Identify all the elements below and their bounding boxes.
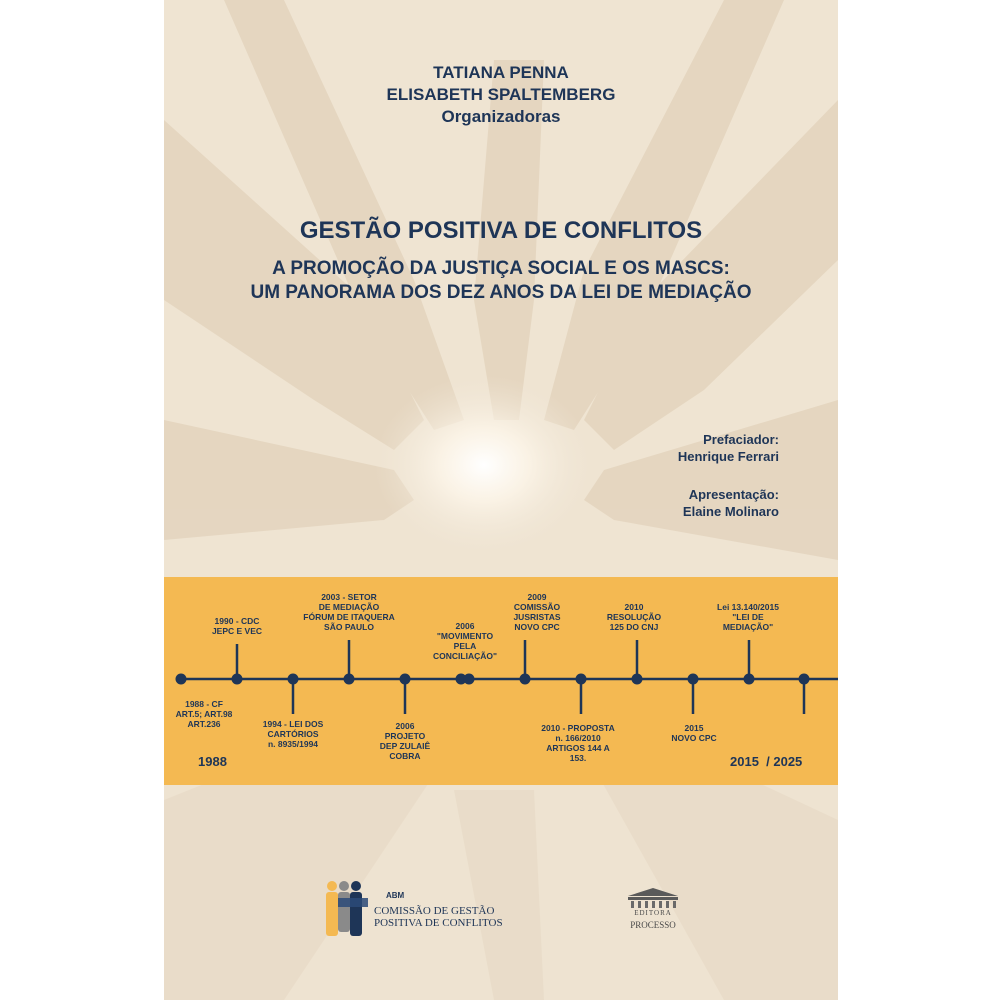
preface-label: Prefaciador: (703, 432, 779, 447)
event-text: DE MEDIAÇÃO (318, 602, 380, 612)
timeline-event (350, 721, 460, 761)
event-text: 2010 - PROPOSTA (541, 723, 615, 733)
event-text: CARTÓRIOS (267, 729, 319, 739)
event-text: ART.5; ART.98 (175, 709, 233, 719)
event-text: n. 166/2010 (555, 733, 601, 743)
event-text: FÓRUM DE ITAQUERA (303, 612, 395, 622)
event-text: SÃO PAULO (324, 622, 374, 632)
preface-name: Henrique Ferrari (677, 449, 779, 464)
event-text: MEDIAÇÃO" (722, 622, 774, 632)
timeline-event (523, 723, 633, 763)
timeline-dot (464, 674, 475, 685)
event-text: 2015 (684, 723, 704, 733)
timeline-dot (344, 674, 355, 685)
event-text: COBRA (389, 751, 421, 761)
timeline-event (579, 602, 689, 632)
event-text: 2006 (395, 721, 415, 731)
timeline-dot (288, 674, 299, 685)
book-cover (164, 0, 838, 1000)
timeline-band (164, 577, 838, 785)
timeline-event (693, 602, 803, 632)
timeline-event (639, 723, 749, 743)
event-text: "LEI DE (732, 612, 764, 622)
event-text: NOVO CPC (514, 622, 560, 632)
timeline-end-year: 2015 / 2025 (730, 754, 803, 769)
event-text: JUSRISTAS (513, 612, 561, 622)
event-text: 2006 (455, 621, 475, 631)
book-subtitle (164, 257, 838, 305)
event-text: PROJETO (384, 731, 426, 741)
timeline-event (182, 616, 292, 636)
timeline-dot (576, 674, 587, 685)
publisher-label: EDITORA (634, 909, 672, 917)
event-text: ARTIGOS 144 A (546, 743, 610, 753)
event-text: Lei 13.140/2015 (717, 602, 779, 612)
event-text: n. 8935/1994 (267, 739, 319, 749)
event-text: JEPC E VEC (211, 626, 263, 636)
timeline-dot (688, 674, 699, 685)
commission-name (374, 905, 503, 929)
event-text: RESOLUÇÃO (606, 612, 662, 622)
event-text: PELA (453, 641, 477, 651)
event-text: NOVO CPC (671, 733, 717, 743)
timeline-dot (232, 674, 243, 685)
preface-credit (599, 431, 779, 465)
timeline-event (482, 592, 592, 632)
authors-role: Organizadoras (441, 107, 561, 126)
presentation-name: Elaine Molinaro (682, 504, 779, 519)
timeline-event (294, 592, 404, 632)
event-text: 1994 - LEI DOS (262, 719, 324, 729)
timeline-dot (520, 674, 531, 685)
authors-block (164, 62, 838, 128)
commission-line-2: POSITIVA DE CONFLITOS (374, 917, 503, 929)
event-text: 2009 (527, 592, 547, 602)
timeline-event (238, 719, 348, 749)
presentation-credit (599, 486, 779, 520)
event-text: "MOVIMENTO (436, 631, 494, 641)
author-2: ELISABETH SPALTEMBERG (386, 85, 616, 104)
event-text: CONCILIAÇÃO" (433, 651, 497, 661)
publisher-name: PROCESSO (630, 920, 676, 930)
timeline-dot (176, 674, 187, 685)
author-1: TATIANA PENNA (433, 63, 569, 82)
commission-line-1: COMISSÃO DE GESTÃO (374, 905, 495, 917)
timeline-dot (799, 674, 810, 685)
subtitle-line-1: A PROMOÇÃO DA JUSTIÇA SOCIAL E OS MASCS: (272, 258, 730, 279)
event-text: 153. (569, 753, 587, 763)
presentation-label: Apresentação: (688, 487, 779, 502)
event-text: 1990 - CDC (214, 616, 260, 626)
timeline-dot (744, 674, 755, 685)
timeline-start-year: 1988 (198, 754, 227, 769)
event-text: 125 DO CNJ (609, 622, 659, 632)
event-text: 2010 (624, 602, 644, 612)
book-title: GESTÃO POSITIVA DE CONFLITOS (299, 217, 703, 244)
event-text: DEP ZULAIÊ (379, 741, 431, 751)
event-text: COMISSÃO (513, 602, 561, 612)
subtitle-line-2: UM PANORAMA DOS DEZ ANOS DA LEI DE MEDIAÇÃO (250, 282, 752, 303)
event-text: 2003 - SETOR (321, 592, 377, 602)
event-text: ART.236 (187, 719, 221, 729)
timeline-dot (632, 674, 643, 685)
people-icon (326, 881, 368, 936)
event-text: 1988 - CF (185, 699, 223, 709)
abm-logo-text: ABM (386, 891, 405, 900)
timeline-dot (400, 674, 411, 685)
